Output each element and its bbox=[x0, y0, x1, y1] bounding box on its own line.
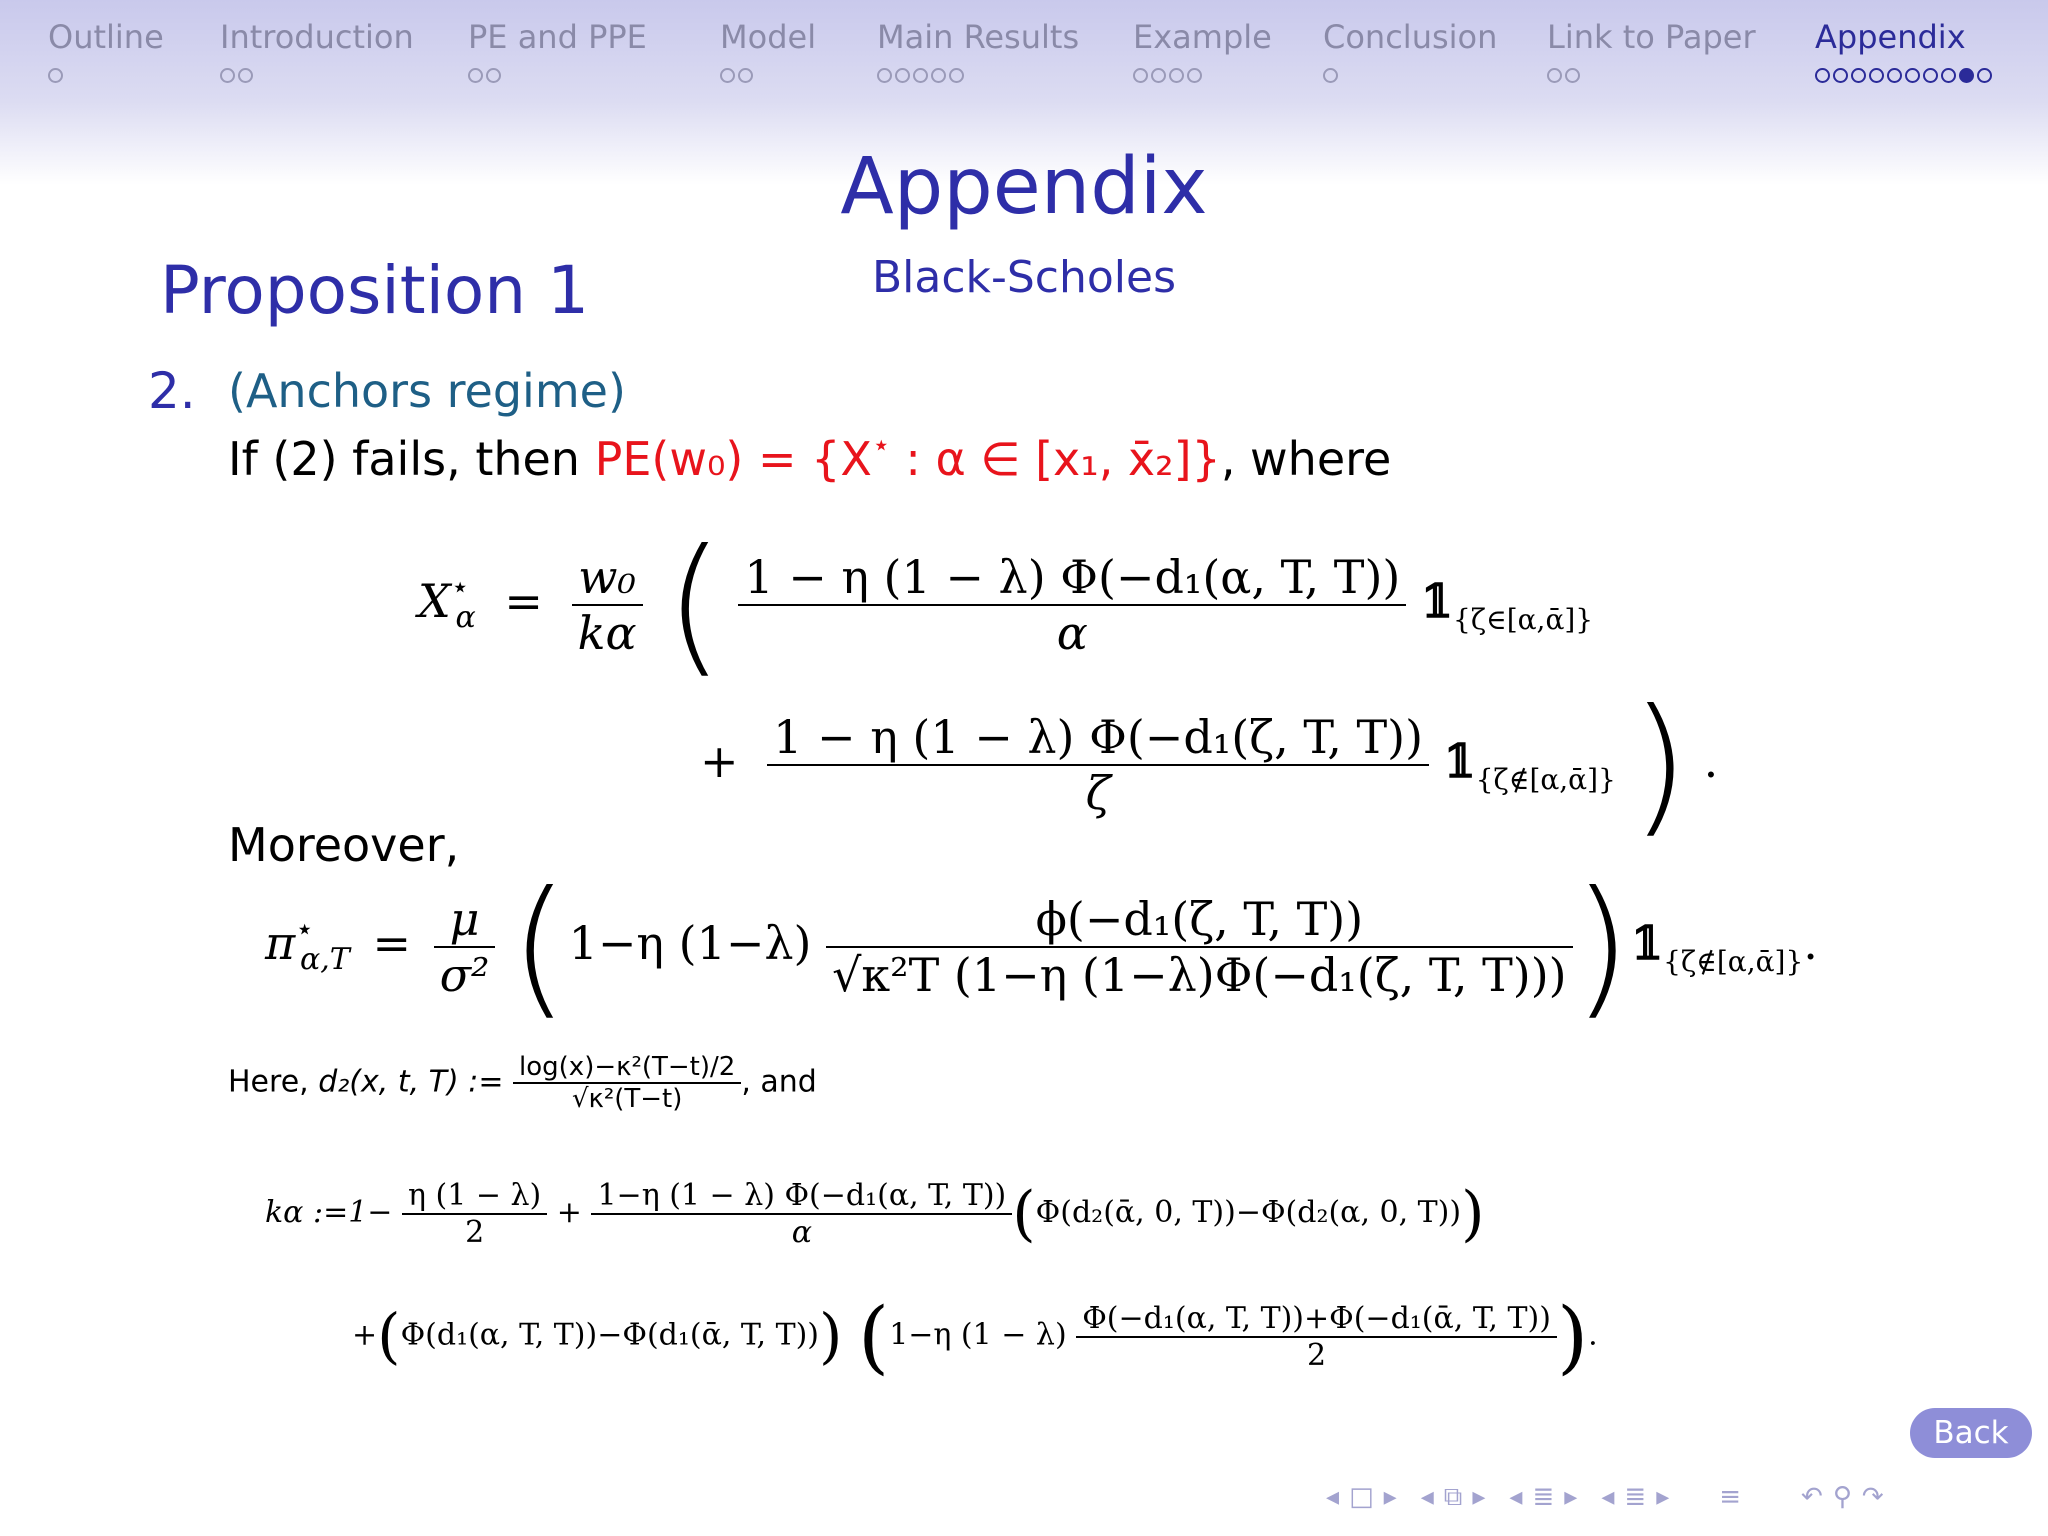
frame-title: Appendix bbox=[840, 142, 1208, 232]
condition-prefix: If (2) fails, then bbox=[228, 432, 595, 486]
nav-section-label[interactable]: Appendix bbox=[1815, 18, 1966, 56]
equation-x-star: $X^⋆_\alpha$ = $\frac{\text{w₀}}{k\alpha}$ ( $\frac{\text{1 − η (1 − λ) Φ(−d₁(α, T, T))}}{\alpha}$ $𝟙_{\{\zeta\in[\alpha,ᾱ]\}}$ bbox=[418, 518, 1594, 692]
frame-dots bbox=[1323, 68, 1497, 83]
condition-line bbox=[228, 428, 1391, 486]
frame-dot-icon[interactable] bbox=[1547, 68, 1562, 83]
term1-denominator: α bbox=[738, 604, 1406, 660]
item-label: (Anchors regime) bbox=[228, 364, 626, 418]
term2-denominator: ζ bbox=[767, 764, 1429, 820]
prev-slide-arrow-icon[interactable]: ◂ bbox=[1326, 1482, 1340, 1512]
frame-subtitle: Black-Scholes bbox=[871, 252, 1177, 303]
condition-suffix: , where bbox=[1220, 432, 1392, 486]
pi-fraction bbox=[826, 892, 1573, 1002]
undo-icon[interactable]: ↶ bbox=[1801, 1482, 1823, 1512]
frame-dot-icon[interactable] bbox=[895, 68, 910, 83]
frame-dot-icon[interactable] bbox=[1977, 68, 1992, 83]
frame-dots bbox=[1133, 68, 1272, 83]
prev-frame-arrow-icon[interactable]: ◂ bbox=[1420, 1482, 1434, 1512]
frame-dot-icon[interactable] bbox=[1815, 68, 1830, 83]
equation-x-star-line2: + $\frac{\text{1 − η (1 − λ) Φ(−d₁(ζ, T, T))}}{\zeta}$ $𝟙_{\{\zeta\notin[\alpha,ᾱ]\}}$ ) . bbox=[700, 678, 1719, 852]
nav-section-introduction[interactable] bbox=[220, 18, 414, 83]
zoom-search-icon[interactable]: ⚲ bbox=[1832, 1482, 1852, 1512]
frame-dot-icon[interactable] bbox=[238, 68, 253, 83]
k-alpha-definition-line2: +(Φ(d₁(α, T, T))−Φ(d₁(ᾱ, T, T))) (1−η (1 − λ) $\frac{\text{Φ(−d₁(α, T, T))+Φ(−d₁(ᾱ, T, T))}}{2}$ ). bbox=[352, 1290, 1598, 1383]
x-lhs: X bbox=[418, 574, 451, 628]
k-frac3 bbox=[1076, 1301, 1557, 1373]
frame-dot-icon[interactable] bbox=[486, 68, 501, 83]
nav-section-label[interactable]: Model bbox=[720, 18, 817, 56]
frame-dot-icon[interactable] bbox=[949, 68, 964, 83]
nav-section-outline[interactable] bbox=[48, 18, 164, 83]
back-button[interactable]: Back bbox=[1910, 1408, 2032, 1458]
frame-dot-icon[interactable] bbox=[1169, 68, 1184, 83]
sigma-squared: σ² bbox=[434, 946, 496, 1002]
equation-pi-star: $\pi^⋆_{\alpha,T}$ = $\frac{\mu}{\text{σ²}}$ (1−η (1−λ) $\frac{\text{ϕ(−d₁(ζ, T, T))}}{\text{√κ²T (1−η (1−λ)Φ(−d₁(ζ, T, T)))}}$ )$𝟙_{\{\zeta\notin[\alpha,ᾱ]\}}$. bbox=[265, 860, 1818, 1034]
beamer-nav-symbols bbox=[1326, 1480, 1884, 1514]
k-frac2 bbox=[591, 1178, 1012, 1250]
k-frac2-denominator: α bbox=[591, 1213, 1012, 1250]
frame-dots bbox=[468, 68, 647, 83]
frame-dot-icon[interactable] bbox=[1941, 68, 1956, 83]
subsection-icon[interactable]: ≣ bbox=[1532, 1482, 1555, 1512]
k-paren1: Φ(d₂(ᾱ, 0, T))−Φ(d₂(α, 0, T)) bbox=[1035, 1195, 1462, 1230]
frame-dot-icon[interactable] bbox=[738, 68, 753, 83]
next-subsection-arrow-icon[interactable]: ▸ bbox=[1564, 1482, 1578, 1512]
nav-section-label[interactable]: PE and PPE bbox=[468, 18, 647, 56]
nav-section-label[interactable]: Main Results bbox=[877, 18, 1080, 56]
nav-section-example[interactable] bbox=[1133, 18, 1272, 83]
term1-fraction bbox=[738, 550, 1406, 660]
mu: μ bbox=[449, 892, 480, 946]
indicator-3: {ζ∉[α,ᾱ]} bbox=[1663, 945, 1804, 978]
term1-numerator: 1 − η (1 − λ) Φ(−d₁(α, T, T)) bbox=[744, 550, 1401, 604]
frame-dot-icon[interactable] bbox=[1959, 68, 1974, 83]
frame-dot-icon[interactable] bbox=[1869, 68, 1884, 83]
next-slide-arrow-icon[interactable]: ▸ bbox=[1383, 1482, 1397, 1512]
frame-dot-icon[interactable] bbox=[1851, 68, 1866, 83]
frame-dot-icon[interactable] bbox=[1187, 68, 1202, 83]
frame-dots bbox=[720, 68, 816, 83]
k-frac1-denominator: 2 bbox=[402, 1213, 547, 1250]
frame-dot-icon[interactable] bbox=[1323, 68, 1338, 83]
nav-section-label[interactable]: Introduction bbox=[220, 18, 414, 56]
frame-dot-icon[interactable] bbox=[1923, 68, 1938, 83]
frame-dot-icon[interactable] bbox=[1833, 68, 1848, 83]
nav-section-model[interactable] bbox=[720, 18, 816, 83]
pi-lhs: π bbox=[265, 916, 296, 970]
x-lhs-sub: α bbox=[455, 600, 476, 635]
moreover-text: Moreover, bbox=[228, 818, 460, 872]
k-frac1 bbox=[402, 1178, 547, 1250]
pe-star: ⋆ bbox=[871, 428, 891, 463]
indicator-1: {ζ∈[α,ᾱ]} bbox=[1453, 603, 1594, 636]
mu-over-sigma bbox=[434, 892, 496, 1002]
nav-section-label[interactable]: Example bbox=[1133, 18, 1272, 56]
pe-set-rest: : α ∈ [x₁, x̄₂]} bbox=[890, 432, 1221, 486]
frame-dots bbox=[48, 68, 164, 83]
nav-section-appendix[interactable] bbox=[1815, 18, 1992, 83]
enumerate-number: 2. bbox=[148, 362, 196, 420]
k-inner-prefix: 1−η (1 − λ) bbox=[889, 1317, 1067, 1353]
d2-fraction bbox=[513, 1052, 741, 1114]
term2-fraction bbox=[767, 710, 1429, 820]
document-icon[interactable]: ≡ bbox=[1719, 1482, 1742, 1512]
nav-section-main-results[interactable] bbox=[877, 18, 1079, 83]
nav-section-pe-and-ppe[interactable] bbox=[468, 18, 647, 83]
frame-dot-icon[interactable] bbox=[48, 68, 63, 83]
k-frac1-numerator: η (1 − λ) bbox=[408, 1178, 542, 1213]
indicator-2: {ζ∉[α,ᾱ]} bbox=[1475, 763, 1616, 796]
frame-dot-icon[interactable] bbox=[220, 68, 235, 83]
frame-dot-icon[interactable] bbox=[468, 68, 483, 83]
k-alpha: kα bbox=[572, 604, 643, 660]
frame-dot-icon[interactable] bbox=[1133, 68, 1148, 83]
d2-denominator: √κ²(T−t) bbox=[513, 1082, 741, 1114]
next-section-arrow-icon[interactable]: ▸ bbox=[1656, 1482, 1670, 1512]
nav-section-label[interactable]: Link to Paper bbox=[1547, 18, 1756, 56]
frame-dot-icon[interactable] bbox=[877, 68, 892, 83]
w0: w₀ bbox=[578, 550, 636, 604]
frame-dot-icon[interactable] bbox=[1905, 68, 1920, 83]
pe-set-start: PE(w₀) = {X bbox=[594, 432, 872, 486]
x-lhs-star: ⋆ bbox=[450, 570, 470, 605]
pi-star: ⋆ bbox=[295, 912, 315, 947]
nav-section-label[interactable]: Conclusion bbox=[1323, 18, 1498, 56]
pi-denominator: √κ²T (1−η (1−λ)Φ(−d₁(ζ, T, T))) bbox=[826, 946, 1573, 1002]
k-lhs: kα :=1− bbox=[265, 1195, 393, 1230]
frame-dots bbox=[877, 68, 1079, 83]
k-frac2-numerator: 1−η (1 − λ) Φ(−d₁(α, T, T)) bbox=[597, 1178, 1007, 1213]
term2-numerator: 1 − η (1 − λ) Φ(−d₁(ζ, T, T)) bbox=[773, 710, 1424, 764]
frame-dot-icon[interactable] bbox=[1151, 68, 1166, 83]
d2-definition bbox=[228, 1052, 817, 1114]
section-icon[interactable]: ≣ bbox=[1624, 1482, 1647, 1512]
redo-icon[interactable]: ↷ bbox=[1861, 1482, 1884, 1512]
k-alpha-definition: kα :=1− $\frac{\eta (1 - \lambda)}{2}$ + $\frac{\text{1−η (1 − λ) Φ(−d₁(α, T, T))}}{\alpha}$ (Φ(d₂(ᾱ, 0, T))−Φ(d₂(α, 0, T))) bbox=[265, 1178, 1485, 1250]
frame-dot-icon[interactable] bbox=[1887, 68, 1902, 83]
frame-dot-icon[interactable] bbox=[931, 68, 946, 83]
prev-subsection-arrow-icon[interactable]: ◂ bbox=[1509, 1482, 1523, 1512]
frame-dots bbox=[220, 68, 414, 83]
frame-dot-icon[interactable] bbox=[720, 68, 735, 83]
d2-numerator: log(x)−κ²(T−t)/2 bbox=[519, 1052, 736, 1082]
frame-icon[interactable]: ⧉ bbox=[1443, 1481, 1463, 1512]
prev-section-arrow-icon[interactable]: ◂ bbox=[1601, 1482, 1615, 1512]
next-frame-arrow-icon[interactable]: ▸ bbox=[1472, 1482, 1486, 1512]
proposition-heading: Proposition 1 bbox=[160, 252, 590, 329]
here-prefix: Here, bbox=[228, 1064, 319, 1100]
k-frac3-denominator: 2 bbox=[1076, 1336, 1557, 1373]
nav-section-link-to-paper[interactable] bbox=[1547, 18, 1756, 83]
k-paren2: Φ(d₁(α, T, T))−Φ(d₁(ᾱ, T, T)) bbox=[400, 1317, 820, 1353]
frame-dot-icon[interactable] bbox=[913, 68, 928, 83]
frame-dots bbox=[1547, 68, 1756, 83]
here-and: , and bbox=[741, 1064, 817, 1100]
pi-prefix: 1−η (1−λ) bbox=[568, 916, 812, 970]
w0-over-k bbox=[572, 550, 643, 660]
d2-lhs: d₂(x, t, T) := bbox=[318, 1064, 504, 1100]
slide-icon[interactable]: □ bbox=[1349, 1482, 1374, 1512]
pi-sub: α,T bbox=[300, 942, 350, 977]
nav-section-conclusion[interactable] bbox=[1323, 18, 1497, 83]
frame-dots bbox=[1815, 68, 1992, 83]
frame-dot-icon[interactable] bbox=[1565, 68, 1580, 83]
pi-numerator: ϕ(−d₁(ζ, T, T)) bbox=[1035, 892, 1364, 946]
nav-section-label[interactable]: Outline bbox=[48, 18, 164, 56]
k-frac3-numerator: Φ(−d₁(α, T, T))+Φ(−d₁(ᾱ, T, T)) bbox=[1082, 1300, 1551, 1336]
